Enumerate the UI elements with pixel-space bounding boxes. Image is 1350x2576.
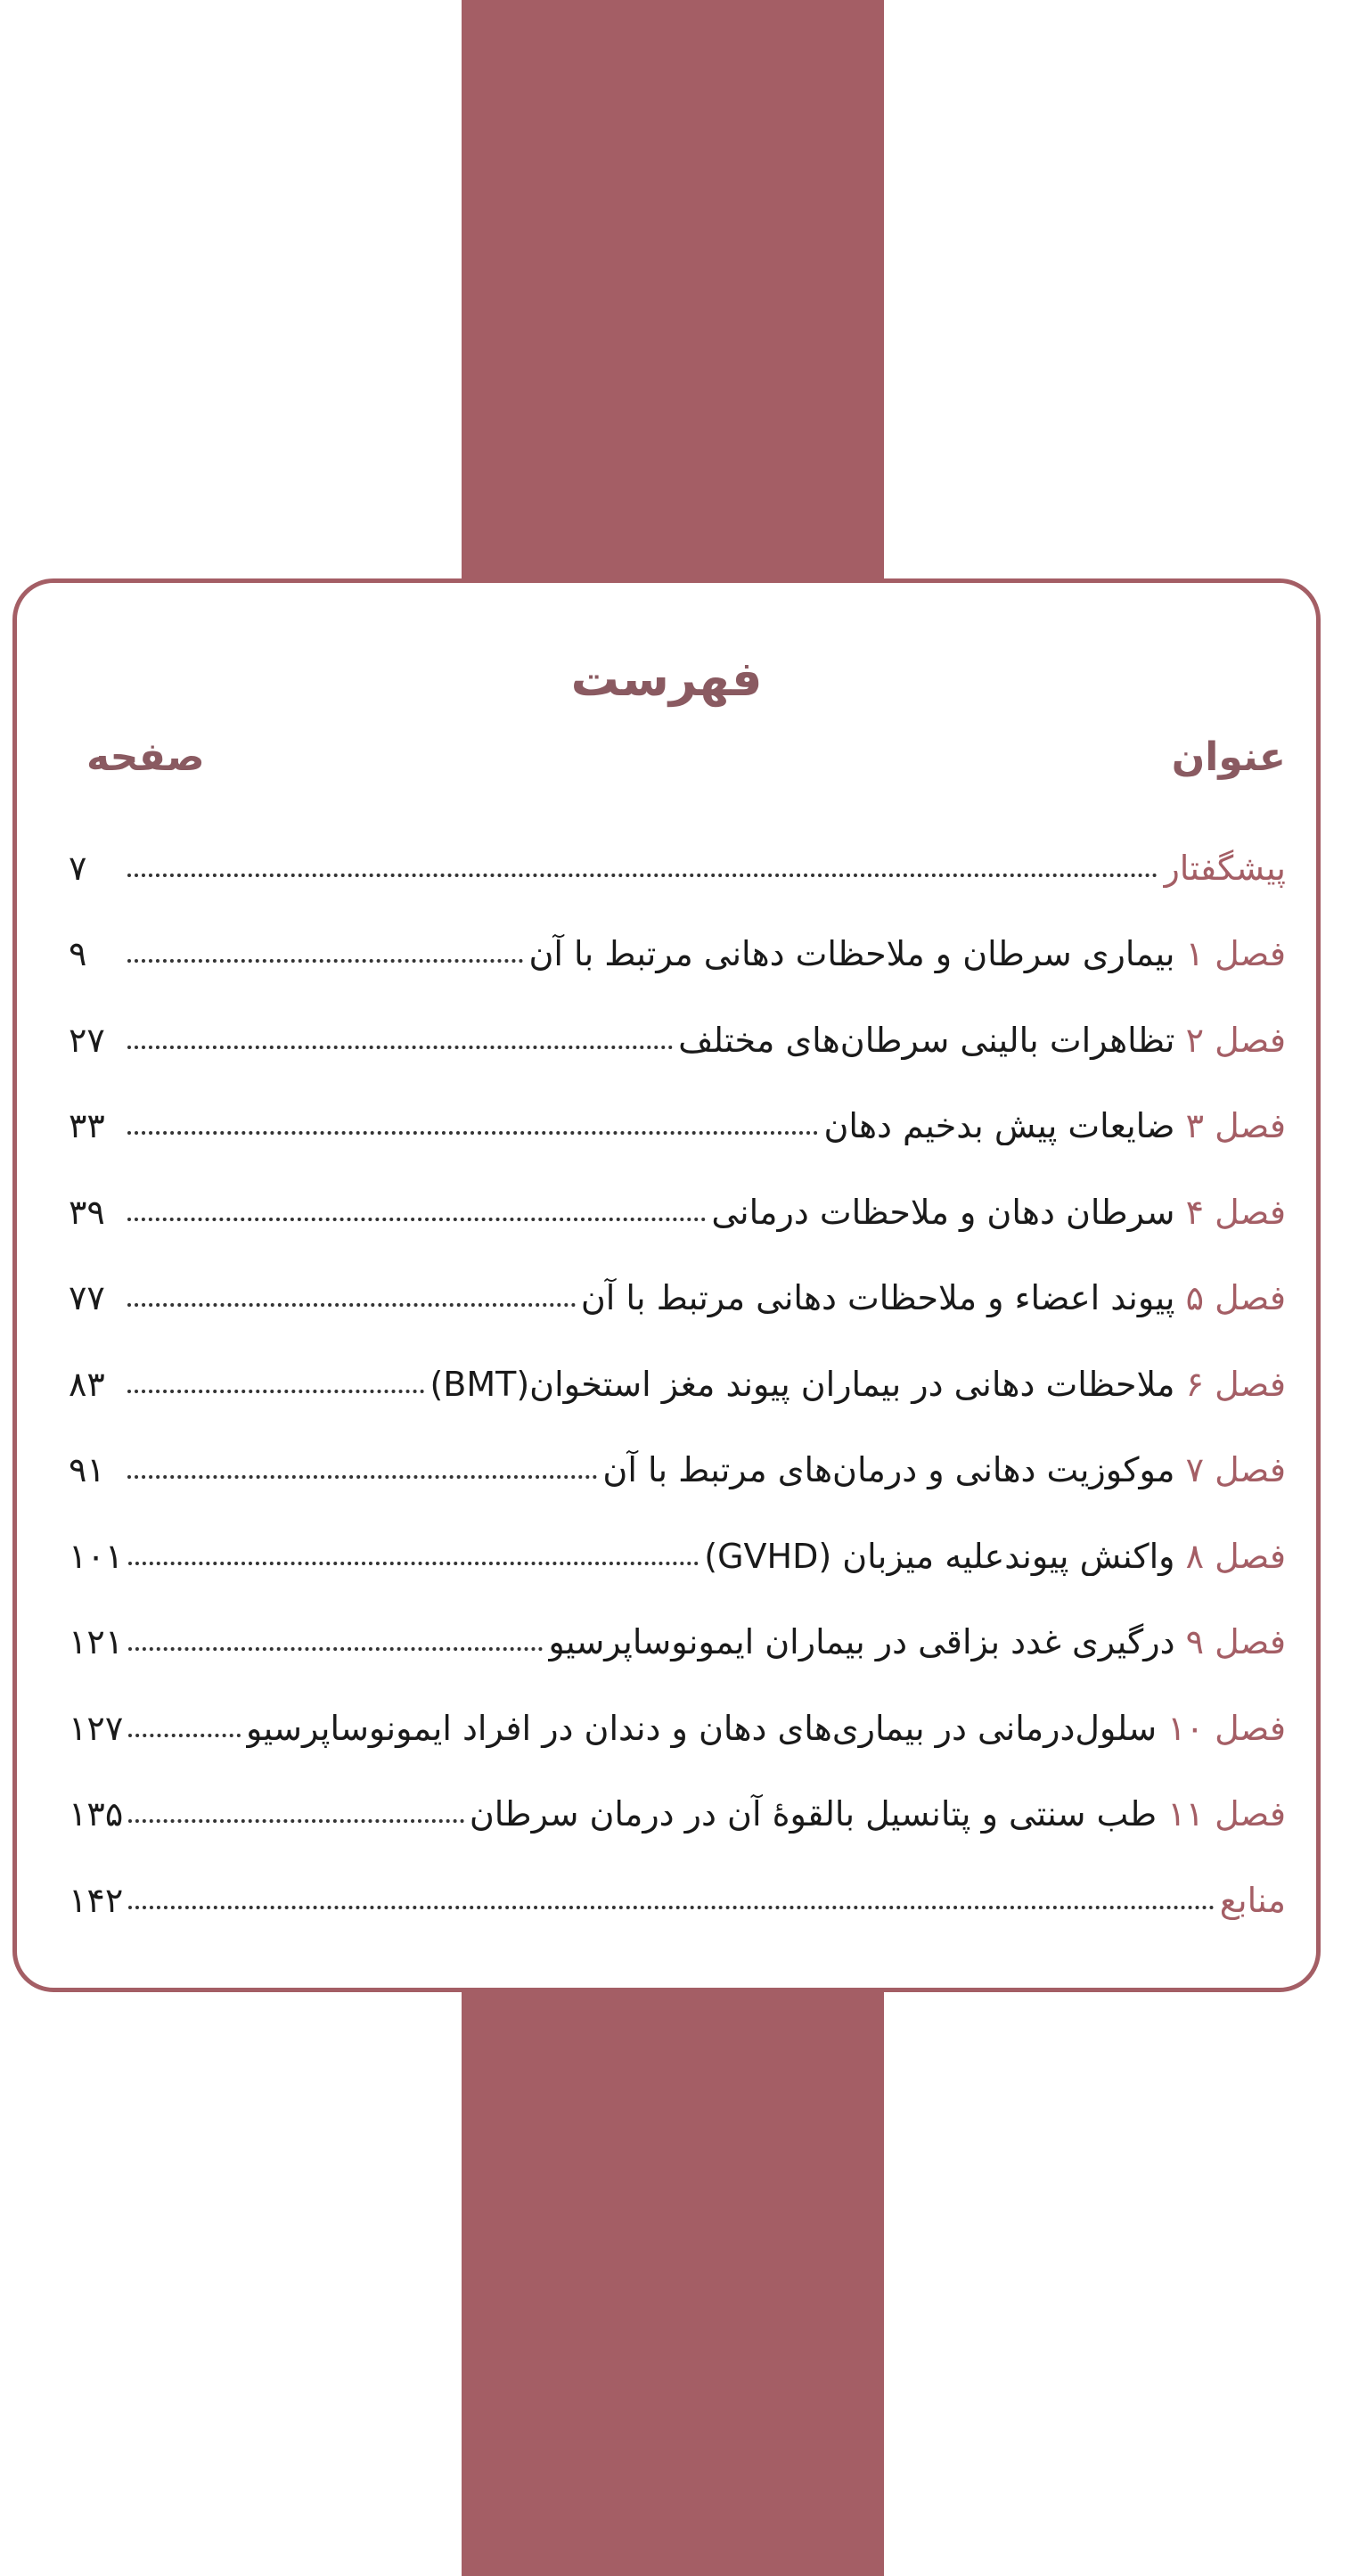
page-title: فهرست (570, 651, 763, 707)
dot-leader (127, 959, 523, 963)
dot-leader (127, 1303, 576, 1307)
toc-entry (69, 1317, 1286, 1404)
page-number: ۱۲۷ (69, 1708, 124, 1748)
chapter-title: طب سنتی و پتانسیل بالقوهٔ آن در درمان سرطان (469, 1794, 1158, 1834)
page-number: ۱۰۱ (69, 1536, 124, 1576)
page-number: ۷۷ (69, 1278, 105, 1317)
chapter-title: تظاهرات بالینی سرطان‌های مختلف (678, 1020, 1175, 1060)
toc-entry (69, 1145, 1286, 1232)
toc-entry (69, 888, 1286, 974)
chapter-title: پیوند اعضاء و ملاحظات دهانی مرتبط با آن (580, 1278, 1175, 1317)
chapter-label: فصل ۱ (1185, 934, 1286, 973)
chapter-title: درگیری غدد بزاقی در بیماران ایمونوساپرسیو (548, 1622, 1175, 1661)
page-number: ۹۱ (69, 1450, 105, 1489)
page-number: ۷ (69, 848, 87, 888)
chapter-label: فصل ۸ (1185, 1536, 1286, 1576)
dot-leader (127, 1131, 818, 1135)
dot-leader (128, 1819, 464, 1823)
toc-entry (69, 973, 1286, 1060)
page-number: ۳۳ (69, 1106, 105, 1145)
dot-leader (128, 1734, 241, 1737)
chapter-label: فصل ۳ (1185, 1106, 1286, 1145)
dot-leader (128, 1906, 1215, 1909)
chapter-title: ضایعات پیش بدخیم دهان (823, 1106, 1175, 1145)
chapter-title: ملاحظات دهانی در بیماران پیوند مغز استخوان(BMT) (430, 1364, 1175, 1404)
toc-card (12, 578, 1321, 1992)
chapter-label: فصل ۱۱ (1167, 1794, 1286, 1834)
chapter-label: فصل ۴ (1185, 1192, 1286, 1232)
chapter-label: فصل ۱۰ (1167, 1708, 1286, 1748)
dot-leader (128, 1647, 543, 1651)
chapter-label: فصل ۹ (1185, 1622, 1286, 1661)
page-number: ۱۳۵ (69, 1794, 124, 1834)
toc-entry (69, 1576, 1286, 1662)
page-number: ۹ (69, 934, 87, 973)
chapter-label: فصل ۷ (1185, 1450, 1286, 1489)
chapter-label: پیشگفتار (1163, 848, 1286, 888)
toc-entry (69, 1232, 1286, 1318)
page-number: ۸۳ (69, 1364, 105, 1404)
chapter-label: فصل ۶ (1185, 1364, 1286, 1404)
toc-entry (69, 801, 1286, 888)
dot-leader (127, 1046, 673, 1049)
toc-entry (69, 1748, 1286, 1834)
dot-leader (127, 1390, 424, 1393)
chapter-label: منابع (1219, 1880, 1286, 1920)
chapter-title: موکوزیت دهانی و درمان‌های مرتبط با آن (602, 1450, 1175, 1489)
chapter-title: سرطان دهان و ملاحظات درمانی (711, 1192, 1175, 1232)
chapter-title: بیماری سرطان و ملاحظات دهانی مرتبط با آن (528, 934, 1175, 973)
page-number: ۳۹ (69, 1192, 105, 1232)
toc-entry (69, 1661, 1286, 1748)
toc-list (69, 801, 1286, 1920)
title-column-header: عنوان (1171, 734, 1286, 780)
toc-entry (69, 1404, 1286, 1490)
chapter-title: سلول‌درمانی در بیماری‌های دهان و دندان در افراد ایمونوساپرسیو (246, 1708, 1158, 1748)
dot-leader (127, 874, 1158, 877)
chapter-label: فصل ۵ (1185, 1278, 1286, 1317)
toc-entry (69, 1489, 1286, 1576)
page-number: ۲۷ (69, 1020, 105, 1060)
chapter-label: فصل ۲ (1185, 1020, 1286, 1060)
page-number: ۱۲۱ (69, 1622, 124, 1661)
toc-entry (69, 1834, 1286, 1920)
toc-entry (69, 1060, 1286, 1146)
dot-leader (127, 1475, 597, 1479)
dot-leader (128, 1562, 699, 1565)
chapter-title: واکنش پیوندعلیه میزبان (GVHD) (704, 1536, 1175, 1576)
page-column-header: صفحه (86, 734, 205, 780)
page-number: ۱۴۲ (69, 1880, 124, 1920)
dot-leader (127, 1218, 706, 1221)
